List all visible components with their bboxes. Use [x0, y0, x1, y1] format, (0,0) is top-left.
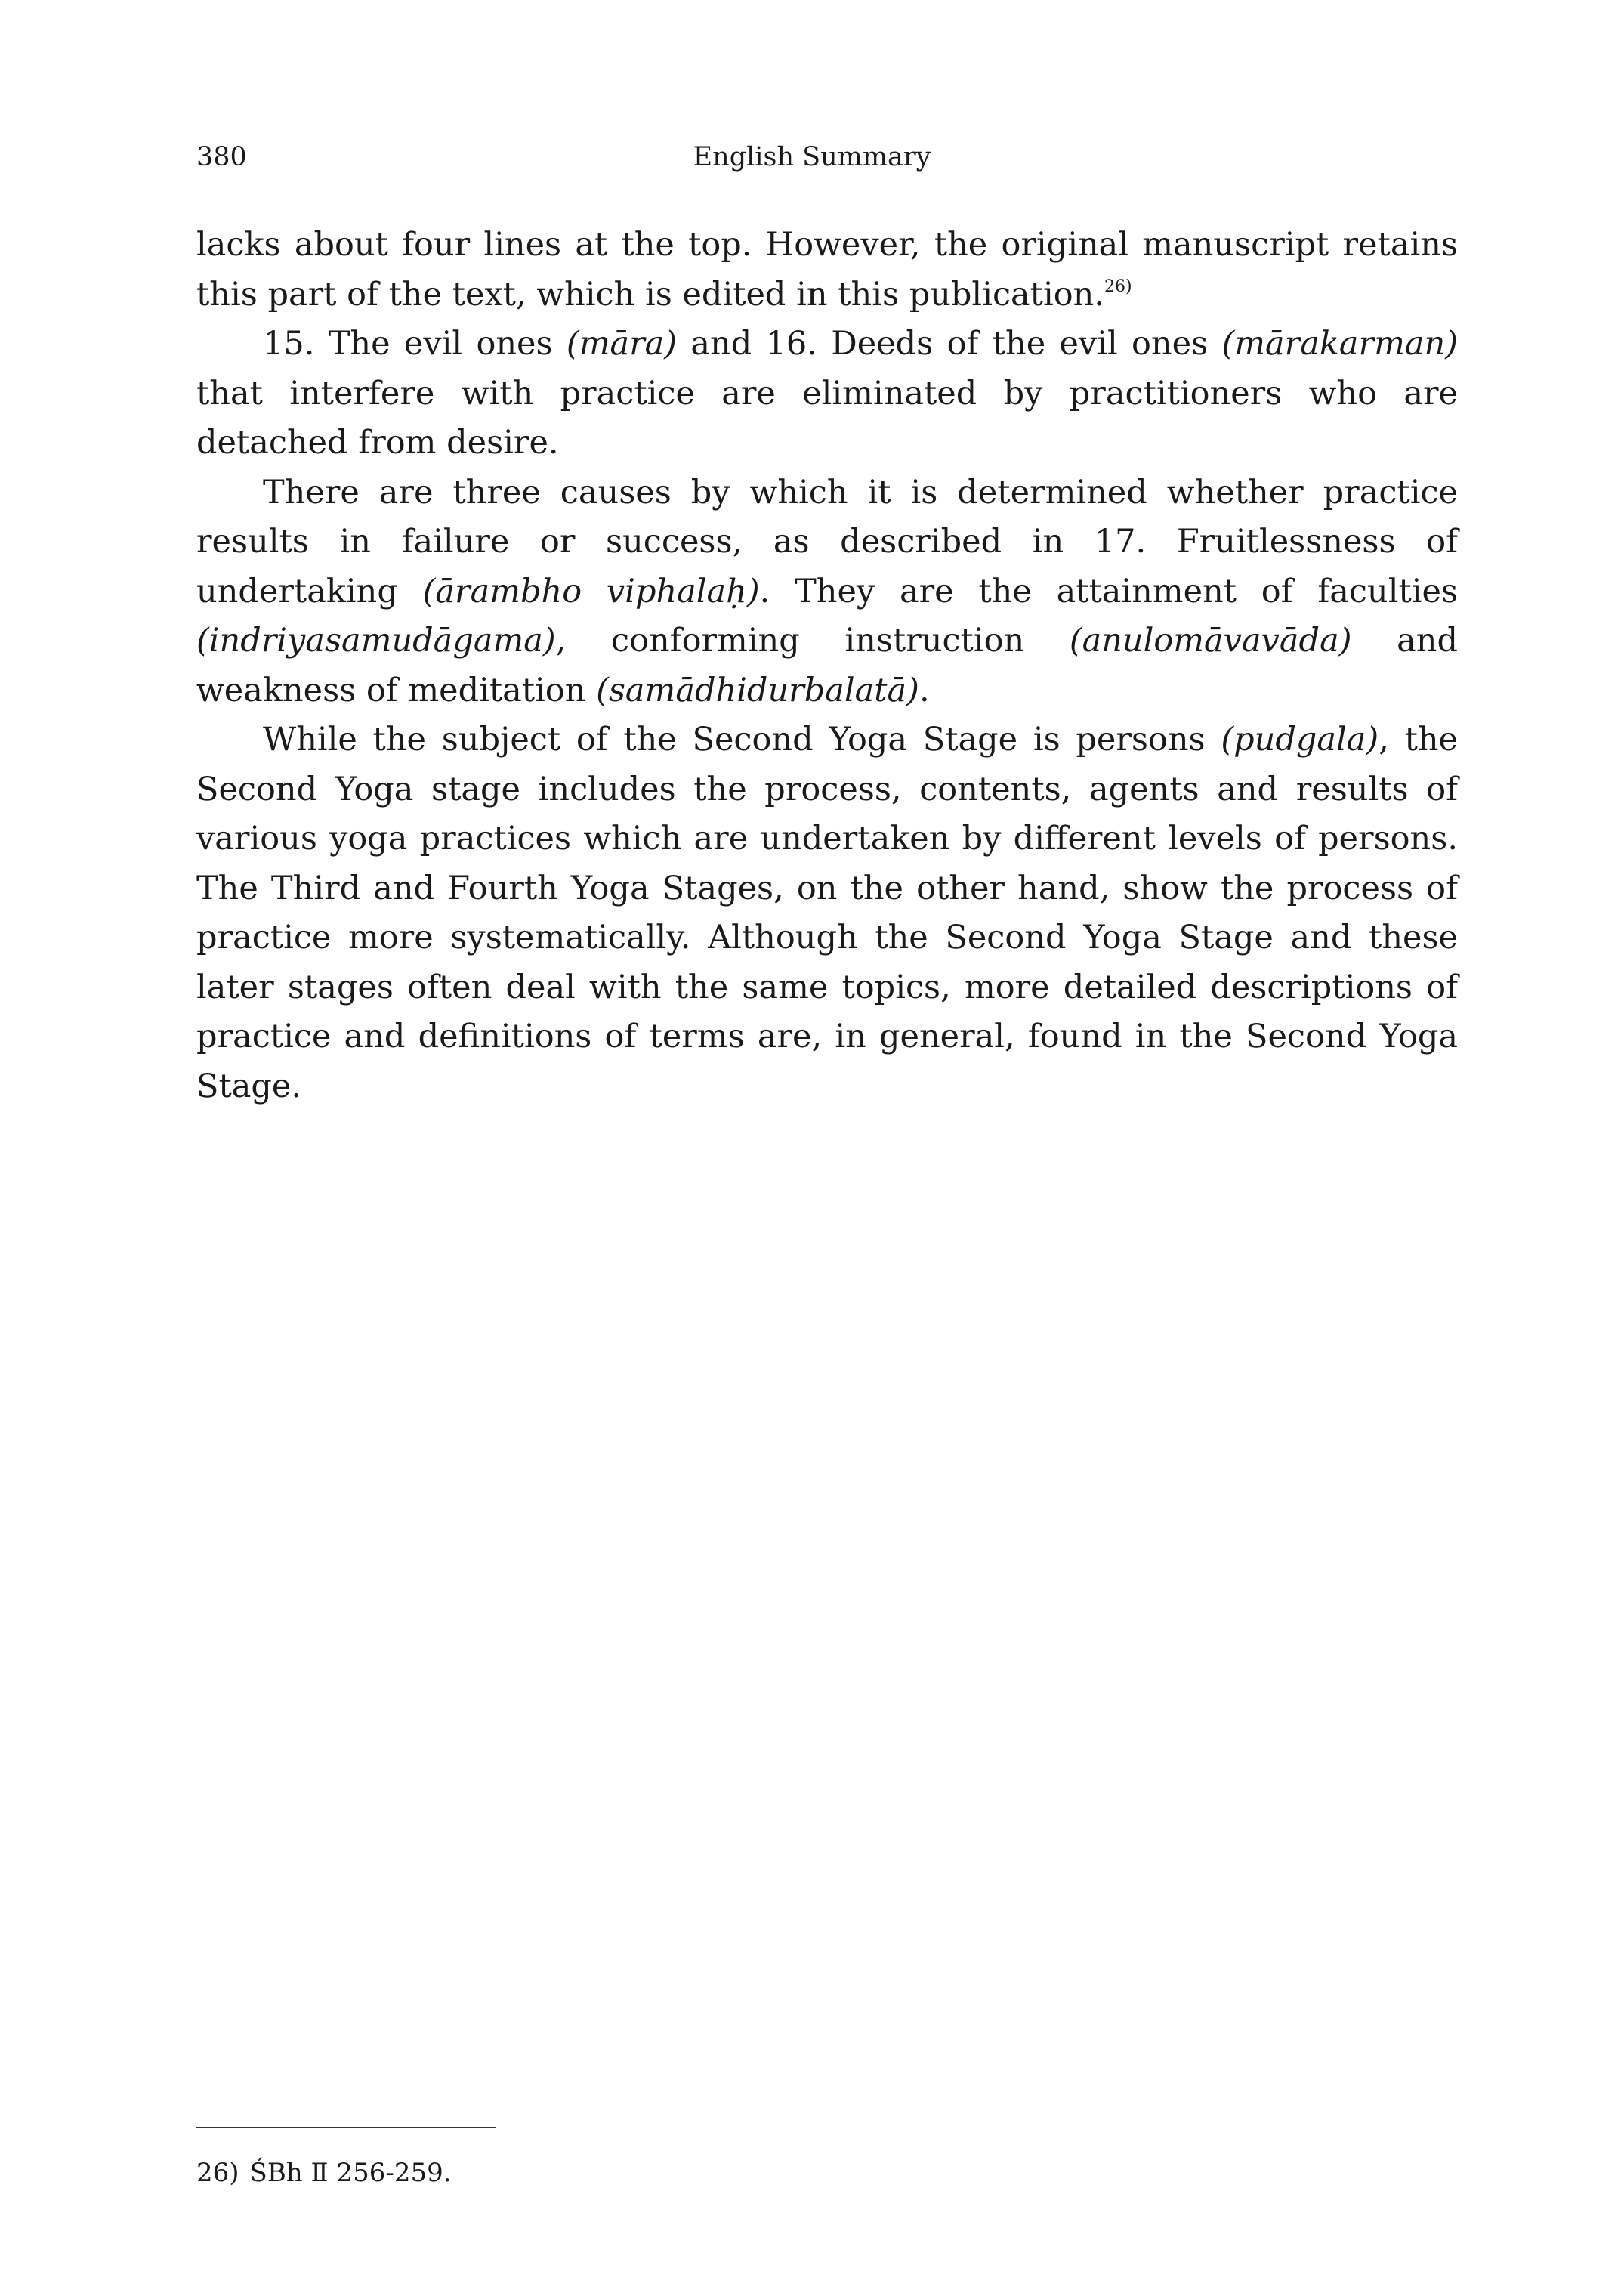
text-run: that interfere with practice are eliminated by practitioners who are detached from desire. [196, 374, 1458, 462]
page-number: 380 [196, 142, 247, 172]
body-text [196, 221, 1458, 1111]
text-run: and 16. Deeds of the evil ones [677, 325, 1222, 363]
text-run: While the subject of the Second Yoga Stage is persons [263, 721, 1221, 759]
paragraph [196, 468, 1458, 716]
sanskrit-term: (anulomāvavāda) [1069, 622, 1352, 660]
footnote-rule [196, 2127, 496, 2128]
footnote [196, 2158, 452, 2188]
text-run: 15. The evil ones [263, 325, 567, 363]
paragraph [196, 715, 1458, 1111]
text-run: and weakness of meditation [196, 622, 1458, 709]
sanskrit-term: (indriyasamudāgama) [196, 622, 556, 660]
running-title: English Summary [693, 142, 931, 172]
text-run: , conforming instruction [555, 622, 1070, 660]
text-run: There are three causes by which it is determined whether practice results in failure or success, as described in 17. Fruitlessness of undertaking [196, 473, 1458, 610]
footnote-mark: 26) [196, 2158, 239, 2188]
text-run: . They are the attainment of faculties [759, 572, 1458, 610]
text-run: . [919, 671, 930, 709]
sanskrit-term: (māra) [566, 325, 678, 363]
sanskrit-term: (mārakarman) [1221, 325, 1458, 363]
sanskrit-term: (ārambho viphalaḥ) [422, 572, 760, 610]
sanskrit-term: (samādhidurbalatā) [596, 671, 919, 709]
footnote-text: ŚBh Ⅱ 256-259. [249, 2158, 452, 2188]
text-run: lacks about four lines at the top. However, the original manuscript retains this part of the text, which is edited in this publication. [196, 226, 1458, 314]
footnote-reference: 26) [1104, 277, 1132, 296]
sanskrit-term: (pudgala) [1221, 721, 1379, 759]
text-run: , the Second Yoga stage includes the process, contents, agents and results of various yoga practices which are undertaken by different levels of persons. The Third and Fourth Yoga Stages, on the other hand, show the process of practice more systematically. Although the Second Yoga Stage and these later stages often deal with the same topics, more detailed descriptions of practice and definitions of terms are, in general, found in the Second Yoga Stage. [196, 721, 1458, 1105]
paragraph [196, 221, 1458, 320]
paragraph [196, 320, 1458, 468]
